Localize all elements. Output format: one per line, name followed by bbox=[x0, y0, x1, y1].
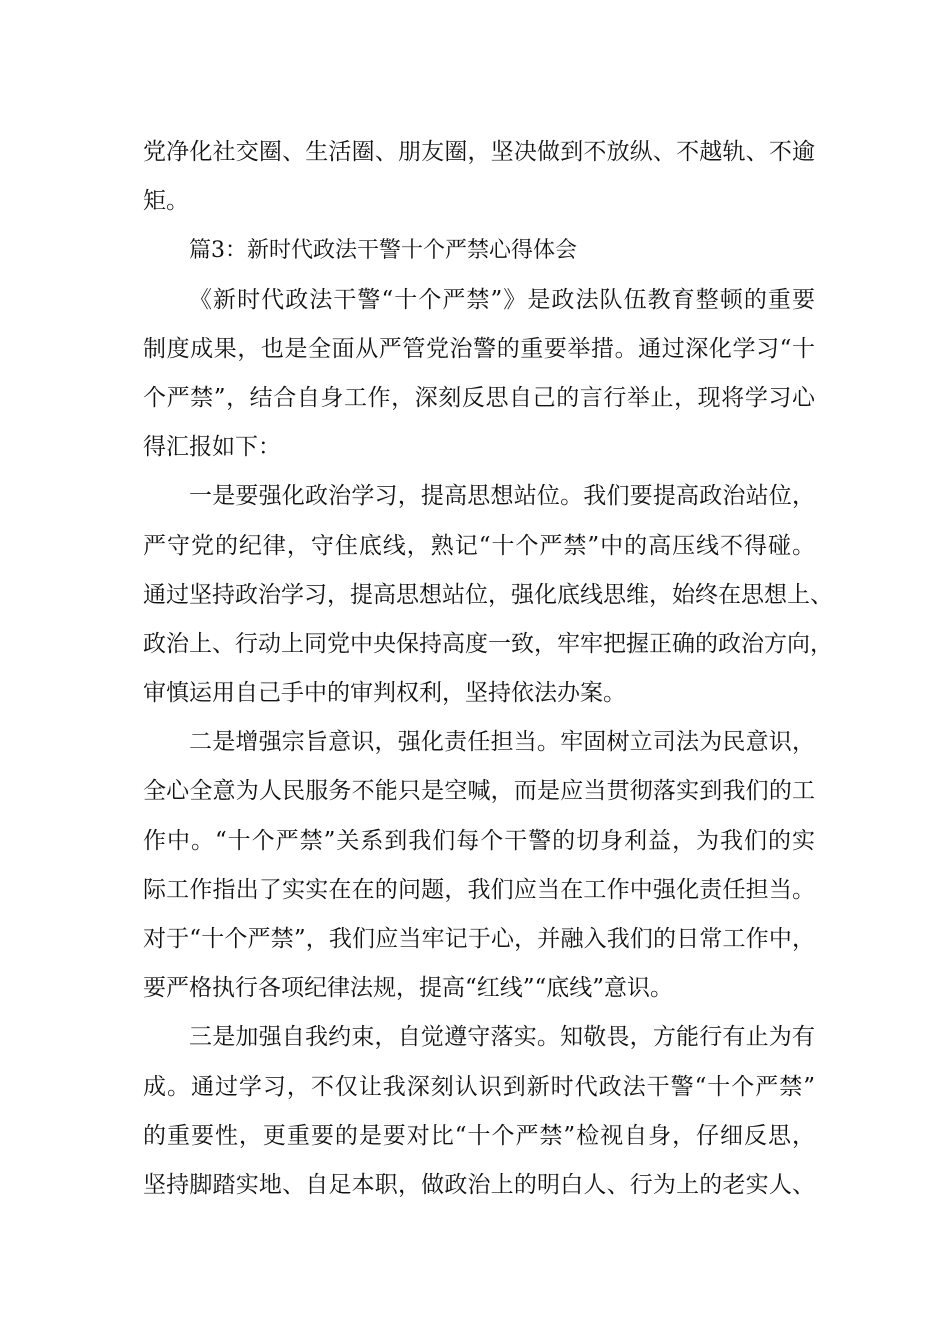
paragraph-line: 审慎运用自己手中的审判权利，坚持依法办案。 bbox=[143, 680, 626, 707]
paragraph-line: 政治上、行动上同党中央保持高度一致，牢牢把握正确的政治方向， bbox=[143, 630, 833, 657]
document-body bbox=[143, 128, 833, 1210]
paragraph-line: 矩。 bbox=[143, 188, 189, 215]
paragraph-line: 党净化社交圈、生活圈、朋友圈，坚决做到不放纵、不越轨、不逾 bbox=[143, 139, 815, 165]
paragraph-line: 作中。“十个严禁”关系到我们每个干警的切身利益，为我们的实 bbox=[143, 827, 815, 854]
paragraph-line: 得汇报如下： bbox=[143, 434, 281, 461]
section-title: 篇3：新时代政法干警十个严禁心得体会 bbox=[189, 238, 577, 264]
paragraph-line: 坚持脚踏实地、自足本职，做政治上的明白人、行为上的老实人、 bbox=[143, 1171, 815, 1198]
paragraph-line: 的重要性，更重要的是要对比“十个严禁”检视自身，仔细反思， bbox=[143, 1122, 815, 1149]
paragraph-line: 成。通过学习，不仅让我深刻认识到新时代政法干警“十个严禁” bbox=[143, 1073, 815, 1100]
paragraph-line: 际工作指出了实实在在的问题，我们应当在工作中强化责任担当。 bbox=[143, 876, 815, 903]
paragraph-line: 全心全意为人民服务不能只是空喊，而是应当贯彻落实到我们的工 bbox=[143, 778, 815, 805]
paragraph-line: 三是加强自我约束，自觉遵守落实。知敬畏，方能行有止为有 bbox=[189, 1024, 815, 1051]
paragraph-line: 制度成果，也是全面从严管党治警的重要举措。通过深化学习“十 bbox=[143, 335, 815, 362]
paragraph-line: 对于“十个严禁”，我们应当牢记于心，并融入我们的日常工作中， bbox=[143, 926, 815, 952]
paragraph-line: 严守党的纪律，守住底线，熟记“十个严禁”中的高压线不得碰。 bbox=[143, 532, 815, 559]
paragraph-line: 要严格执行各项纪律法规，提高“红线”“底线”意识。 bbox=[143, 975, 674, 1002]
paragraph-line: 二是增强宗旨意识，强化责任担当。牢固树立司法为民意识， bbox=[189, 729, 815, 756]
paragraph-line: 《新时代政法干警“十个严禁”》是政法队伍教育整顿的重要 bbox=[189, 286, 815, 313]
paragraph-line: 一是要强化政治学习，提高思想站位。我们要提高政治站位， bbox=[189, 483, 815, 510]
paragraph-line: 个严禁”，结合自身工作，深刻反思自己的言行举止，现将学习心 bbox=[143, 384, 815, 411]
paragraph-line: 通过坚持政治学习，提高思想站位，强化底线思维，始终在思想上、 bbox=[143, 581, 833, 608]
